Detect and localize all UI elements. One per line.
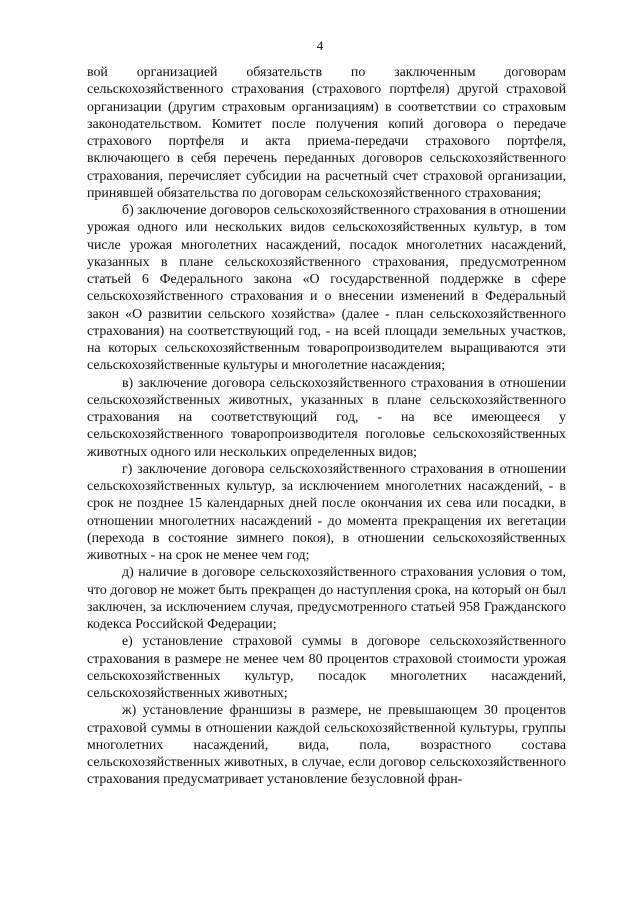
paragraph-item-e: е) установление страховой суммы в договоре сельскохозяйственного страхования в размере не менее чем 80 процентов страховой стоимости урожая сельскохозяйственных культур, посадок многолетних насаждений, сельскохозяйственных животных; bbox=[87, 634, 566, 701]
page-number: 4 bbox=[316, 38, 324, 53]
paragraph-continuation: вой организацией обязательств по заключенным договорам сельскохозяйственного страхования (страхового портфеля) другой страховой организации (другим страховым организациям) в соответствии со страховым законодательством. Комитет после получения копий договора о передаче страхового портфеля и акта приема-передачи страхового портфеля, включающего в себя перечень переданных договоров сельскохозяйственного страхования, перечисляет субсидии на расчетный счет страховой организации, принявшей обязательства по договорам сельскохозяйственного страхования; bbox=[87, 65, 566, 201]
body-text bbox=[87, 64, 566, 789]
paragraph-item-g: г) заключение договора сельскохозяйственного страхования в отношении сельскохозяйственных культур, за исключением многолетних насаждений, - в срок не позднее 15 календарных дней после окончания их сева или посадки, в отношении многолетних насаждений - до момента прекращения их вегетации (перехода в состояние зимнего покоя), в отношении сельскохозяйственных животных - на срок не менее чем год; bbox=[87, 461, 566, 563]
paragraph-item-b: б) заключение договоров сельскохозяйственного страхования в отношении урожая одного или нескольких видов сельскохозяйственных культур, в том числе урожая многолетних насаждений, посадок многолетних насаждений, указанных в плане сельскохозяйственного страхования, предусмотренном статьей 6 Федерального закона «О государственной поддержке в сфере сельскохозяйственного страхования и о внесении изменений в Федеральный закон «О развитии сельского хозяйства» (далее - план сельскохозяйственного страхования) на соответствующий год, - на всей площади земельных участков, на которых сельскохозяйственным товаропроизводителем выращиваются эти сельскохозяйственные культуры и многолетние насаждения; bbox=[87, 203, 566, 374]
paragraph-item-d: д) наличие в договоре сельскохозяйственного страхования условия о том, что договор не может быть прекращен до наступления срока, на который он был заключен, за исключением случая, предусмотренного статьей 958 Гражданского кодекса Российской Федерации; bbox=[87, 565, 566, 632]
paragraph-item-v: в) заключение договора сельскохозяйственного страхования в отношении сельскохозяйственных животных, указанных в плане сельскохозяйственного страхования на соответствующий год, - на все имеющееся у сельскохозяйственного товаропроизводителя поголовье сельскохозяйственных животных одного или нескольких определенных видов; bbox=[87, 375, 566, 460]
paragraph-item-zh: ж) установление франшизы в размере, не превышающем 30 процентов страховой суммы в отношении каждой сельскохозяйственной культуры, группы многолетних насаждений, вида, пола, возрастного состава сельскохозяйственных животных, в случае, если договор сельскохозяйственного страхования предусматривает установление безусловной фран- bbox=[87, 703, 566, 788]
